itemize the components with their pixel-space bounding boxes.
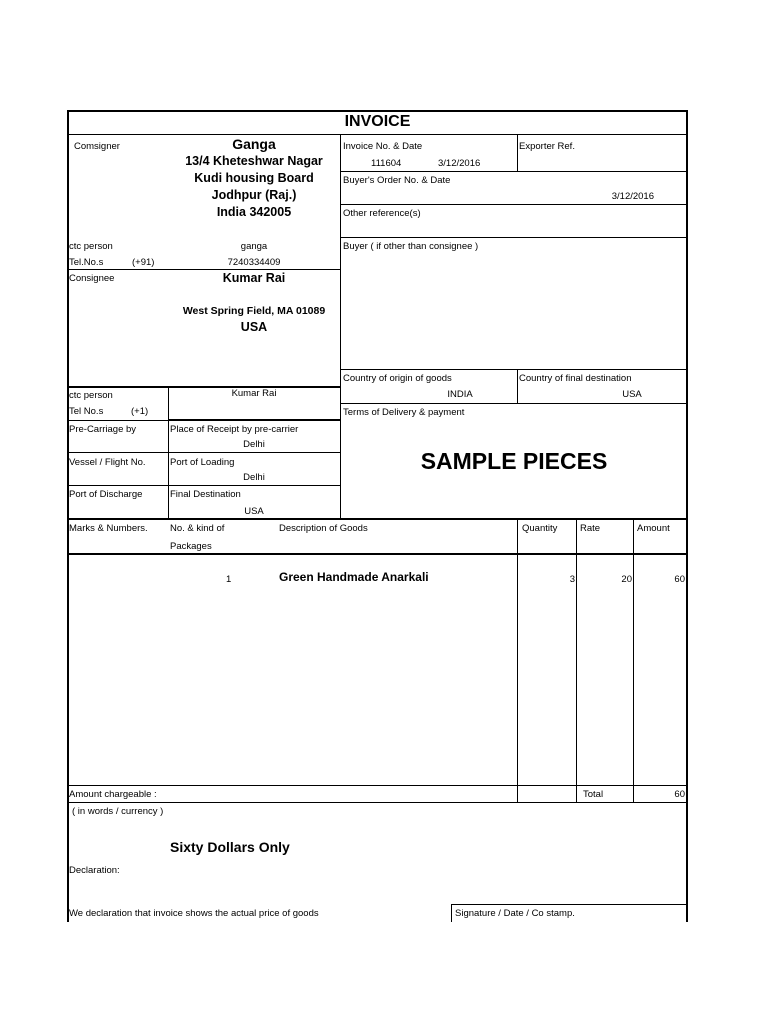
terms-label: Terms of Delivery & payment xyxy=(343,407,465,418)
item-description: Green Handmade Anarkali xyxy=(279,570,429,584)
total-label: Total xyxy=(583,789,604,800)
declaration-label: Declaration: xyxy=(69,865,120,876)
consigner-tel-label: Tel.No.s xyxy=(69,257,104,268)
item-rate: 20 xyxy=(621,574,632,585)
consigner-address-4: India 342005 xyxy=(216,205,292,219)
consigner-label: Comsigner xyxy=(74,141,120,152)
consignee-address-2: USA xyxy=(240,320,268,334)
description-header: Description of Goods xyxy=(279,523,368,534)
consignee-tel-label: Tel No.s xyxy=(69,406,104,417)
pre-carriage-label: Pre-Carriage by xyxy=(69,424,137,435)
declaration-text: We declaration that invoice shows the actual price of goods xyxy=(69,908,319,919)
consignee-name: Kumar Rai xyxy=(222,271,286,285)
amount-chargeable-label: Amount chargeable : xyxy=(69,789,157,800)
item-packages: 1 xyxy=(226,574,232,585)
terms-value: SAMPLE PIECES xyxy=(420,448,608,474)
consigner-address-3: Jodhpur (Raj.) xyxy=(211,188,297,202)
amount-header: Amount xyxy=(637,523,670,534)
buyers-order-date: 3/12/2016 xyxy=(611,191,654,202)
consigner-ctc-value: ganga xyxy=(240,241,268,252)
consigner-address-2: Kudi housing Board xyxy=(194,171,314,185)
place-receipt-value: Delhi xyxy=(243,439,265,450)
consigner-name: Ganga xyxy=(232,136,276,152)
place-receipt-label: Place of Receipt by pre-carrier xyxy=(170,424,299,435)
destination-country-label: Country of final destination xyxy=(519,373,632,384)
buyer-label: Buyer ( if other than consignee ) xyxy=(343,241,479,252)
packages-header-line-2: Packages xyxy=(170,541,212,552)
quantity-header: Quantity xyxy=(522,523,558,534)
item-amount: 60 xyxy=(674,574,685,585)
origin-label: Country of origin of goods xyxy=(343,373,452,384)
consigner-tel-code: (+91) xyxy=(132,257,155,268)
total-value: 60 xyxy=(674,789,685,800)
final-destination-value: USA xyxy=(244,506,264,517)
consigner-tel-value: 7240334409 xyxy=(227,257,281,268)
consignee-tel-code: (+1) xyxy=(131,406,149,417)
signature-label: Signature / Date / Co stamp. xyxy=(455,908,575,919)
buyers-order-label: Buyer's Order No. & Date xyxy=(343,175,451,186)
consignee-label: Consignee xyxy=(69,273,115,284)
rate-header: Rate xyxy=(580,523,601,534)
in-words-label: ( in words / currency ) xyxy=(72,806,164,817)
invoice-title: INVOICE xyxy=(344,113,411,130)
invoice-number-label: Invoice No. & Date xyxy=(343,141,423,152)
port-loading-value: Delhi xyxy=(243,472,265,483)
consignee-address-1: West Spring Field, MA 01089 xyxy=(182,305,326,317)
invoice-number: 111604 xyxy=(371,158,402,169)
consignee-ctc-value: Kumar Rai xyxy=(231,388,277,399)
consignee-ctc-label: ctc person xyxy=(69,390,113,401)
invoice-date: 3/12/2016 xyxy=(438,158,481,169)
exporter-ref-label: Exporter Ref. xyxy=(519,141,575,152)
final-destination-label: Final Destination xyxy=(170,489,241,500)
vessel-label: Vessel / Flight No. xyxy=(69,457,146,468)
item-quantity: 3 xyxy=(569,574,575,585)
destination-country-value: USA xyxy=(622,389,642,400)
packages-header-line-1: No. & kind of xyxy=(170,523,225,534)
consigner-ctc-label: ctc person xyxy=(69,241,113,252)
consigner-address-1: 13/4 Kheteshwar Nagar xyxy=(185,154,323,168)
port-loading-label: Port of Loading xyxy=(170,457,235,468)
amount-in-words: Sixty Dollars Only xyxy=(170,839,290,855)
other-reference-label: Other reference(s) xyxy=(343,208,421,219)
marks-header: Marks & Numbers. xyxy=(69,523,148,534)
origin-value: INDIA xyxy=(447,389,473,400)
port-discharge-label: Port of Discharge xyxy=(69,489,143,500)
